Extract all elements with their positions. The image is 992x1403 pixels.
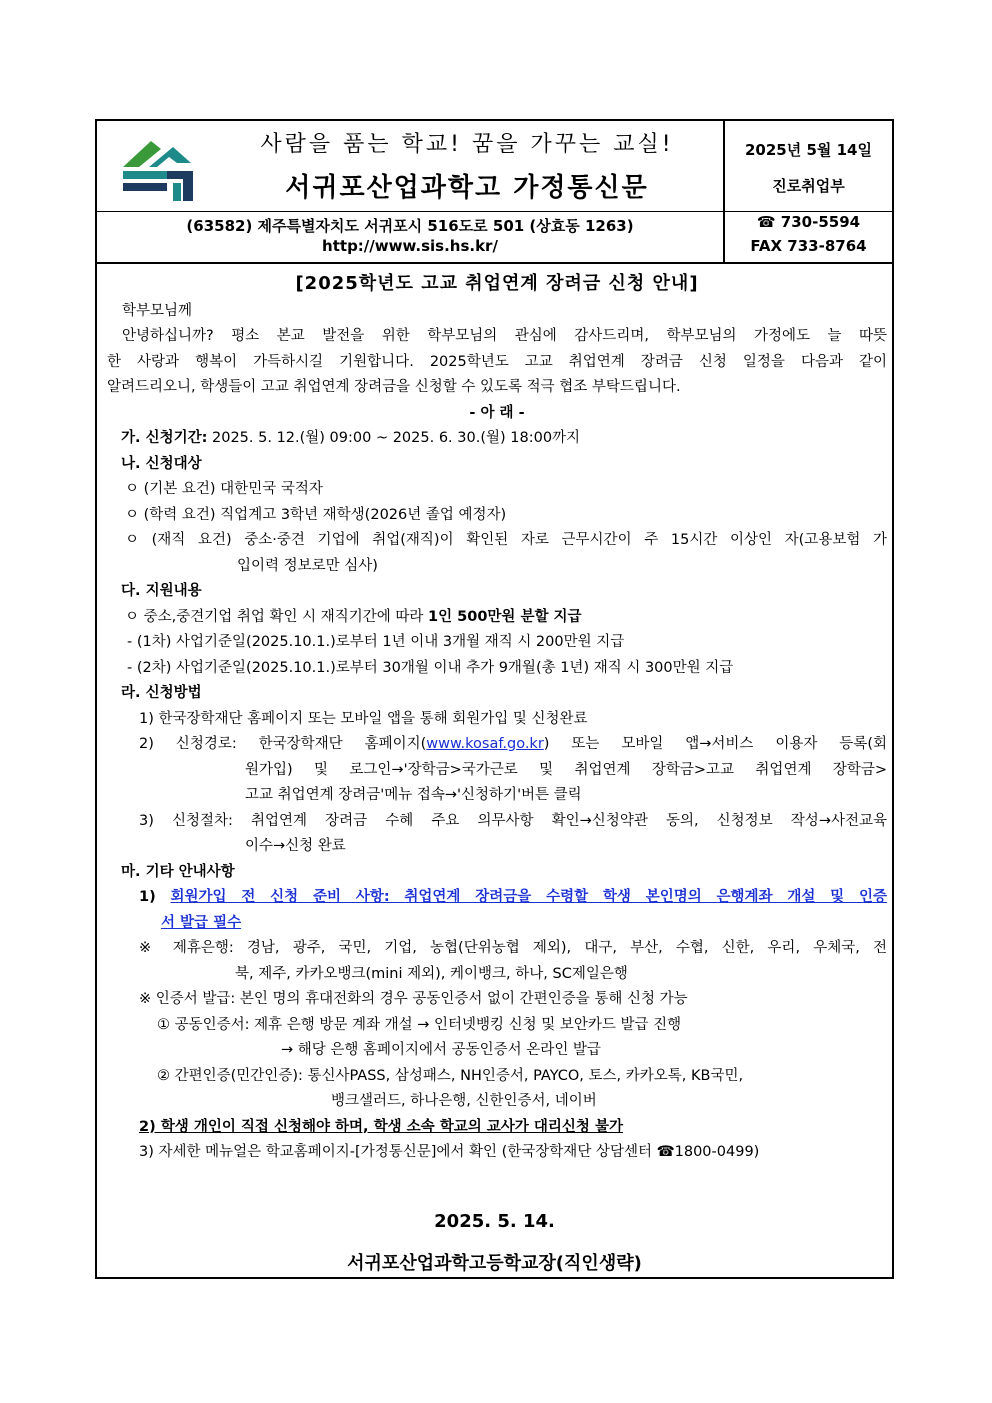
school-address: (63582) 제주특별자치도 서귀포시 516도로 501 (상효동 1263) — [186, 217, 634, 235]
section-b-item: ㅇ (학력 요건) 직업계고 3학년 재학생(2026년 졸업 예정자) — [125, 506, 507, 523]
section-e-item-1 — [107, 885, 887, 911]
section-c-label: 다. 지원내용 — [121, 583, 202, 599]
section-e-item-1-number: 1) — [139, 889, 171, 905]
cert-note: ※ 인증서 발급: 본인 명의 휴대전화의 경우 공동인증서 없이 간편인증을 통해 신청 가능 — [139, 991, 688, 1007]
header-left — [97, 121, 725, 262]
bank-list: ※ 제휴은행: 경남, 광주, 국민, 기업, 농협(단위농협 제외), 대구, 부산, 수협, 신한, 우리, 우체국, 전 — [139, 940, 887, 956]
section-b-item: ㅇ (재직 요건) 중소·중견 기업에 취업(재직)이 확인된 자로 근무시간이 주 15시간 이상인 자(고용보험 가 — [125, 532, 887, 548]
intro-line-3: 알려드리오니, 학생들이 고교 취업연계 장려금을 신청할 수 있도록 적극 협조 부탁드립니다. — [107, 379, 681, 395]
notice-body — [107, 267, 887, 1166]
section-d-item-text: ) 또는 모바일 앱→서비스 이용자 등록(회 — [543, 736, 887, 752]
section-e-item-1-cont-text: 서 발급 필수 — [161, 914, 242, 931]
section-d-item — [107, 732, 887, 758]
section-e-label: 마. 기타 안내사항 — [121, 863, 235, 880]
school-website[interactable]: http://www.sis.hs.kr/ — [322, 237, 498, 255]
section-b-label: 나. 신청대상 — [121, 455, 202, 472]
section-b-item-cont: 입이력 정보로만 심사) — [237, 557, 378, 574]
section-e-item-3: 3) 자세한 메뉴얼은 학교홈페이지-[가정통신문]에서 확인 (한국장학재단 상담센터 ☎1800-0499) — [139, 1144, 760, 1160]
cert-item-1: ① 공동인증서: 제휴 은행 방문 계좌 개설 → 인터넷뱅킹 신청 및 보안카드 발급 진행 — [157, 1016, 682, 1033]
cert-item-1-cont: → 해당 은행 홈페이지에서 공동인증서 온라인 발급 — [281, 1042, 601, 1058]
section-a-label: 가. 신청기간: — [121, 430, 208, 446]
section-c-item-bold: 1인 500만원 분할 지급 — [428, 608, 582, 625]
section-e-item-1-cont — [107, 911, 887, 937]
intro-line-2: 한 사랑과 행복이 가득하시길 기원합니다. 2025학년도 고교 취업연계 장려금 신청 일정을 다음과 같이 — [107, 353, 887, 370]
newsletter-title: 서귀포산업과학고 가정통신문 — [285, 173, 649, 203]
intro-line-1: 안녕하십니까? 평소 본교 발전을 위한 학부모님의 관심에 감사드리며, 학부모님의 가정에도 늘 따뜻 — [122, 328, 887, 344]
section-e-item-1-text: 회원가입 전 신청 준비 사항: 취업연계 장려금을 수령할 학생 본인명의 은행계좌 개설 및 인증 — [170, 889, 888, 905]
section-d-item-text: 2) 신청경로: 한국장학재단 홈페이지( — [139, 736, 427, 752]
section-d-item: 1) 한국장학재단 홈페이지 또는 모바일 앱을 통해 회원가입 및 신청완료 — [139, 710, 588, 727]
bank-list-cont: 북, 제주, 카카오뱅크(mini 제외), 케이뱅크, 하나, SC제일은행 — [235, 965, 628, 982]
newsletter-frame — [95, 119, 894, 1279]
section-d-item-cont: 고교 취업연계 장려금'메뉴 접속→'신청하기'버튼 클릭 — [245, 787, 582, 803]
section-d-item: 3) 신청절차: 취업연계 장려금 수혜 주요 의무사항 확인→신청약관 동의, 신청정보 작성→사전교육 — [139, 812, 887, 829]
school-address-block — [97, 216, 723, 256]
section-d-item-cont: 원가입) 및 로그인→'장학금>국가근로 및 취업연계 장학금>고교 취업연계 장학금> — [245, 761, 887, 778]
department: 진로취업부 — [772, 177, 845, 195]
header-title-area — [97, 121, 723, 212]
section-a-text: 2025. 5. 12.(월) 09:00 ~ 2025. 6. 30.(월) 18:00까지 — [207, 430, 581, 446]
section-c-item-text: ㅇ 중소,중견기업 취업 확인 시 재직기간에 따라 — [125, 608, 429, 625]
kosaf-link[interactable]: www.kosaf.go.kr — [426, 736, 544, 752]
fax-number: FAX 733-8764 — [750, 237, 867, 255]
notice-title: [2025학년도 고교 취업연계 장려금 신청 안내] — [295, 273, 699, 294]
footer-signature: 서귀포산업과학고등학교장(직인생략) — [347, 1253, 642, 1274]
footer-date: 2025. 5. 14. — [434, 1211, 555, 1232]
salutation: 학부모님께 — [122, 302, 193, 319]
below-marker: - 아 래 - — [469, 404, 525, 421]
section-c-item: - (2차) 사업기준일(2025.10.1.)로부터 30개월 이내 추가 9개월(총 1년) 재직 시 300만원 지급 — [127, 659, 734, 676]
cert-item-2-cont: 뱅크샐러드, 하나은행, 신한인증서, 네이버 — [331, 1093, 597, 1109]
header-right — [725, 121, 892, 262]
phone-number: ☎ 730-5594 — [756, 213, 861, 231]
issue-date: 2025년 5월 14일 — [745, 141, 872, 159]
section-e-item-2: 2) 학생 개인이 직접 신청해야 하며, 학생 소속 학교의 교사가 대리신청 불가 — [139, 1118, 623, 1135]
school-slogan: 사람을 품는 학교! 꿈을 가꾸는 교실! — [260, 132, 674, 157]
school-logo-icon — [121, 137, 197, 203]
section-a — [107, 426, 887, 452]
divider — [725, 211, 892, 212]
header — [97, 121, 892, 264]
section-b-item: ㅇ (기본 요건) 대한민국 국적자 — [125, 481, 323, 497]
section-d-label: 라. 신청방법 — [121, 685, 202, 701]
section-d-item-cont: 이수→신청 완료 — [245, 838, 346, 854]
section-c-item — [107, 605, 887, 631]
section-c-item: - (1차) 사업기준일(2025.10.1.)로부터 1년 이내 3개월 재직 시 200만원 지급 — [127, 634, 625, 650]
cert-item-2: ② 간편인증(민간인증): 통신사PASS, 삼성패스, NH인증서, PAYCO, 토스, 카카오톡, KB국민, — [157, 1067, 744, 1084]
